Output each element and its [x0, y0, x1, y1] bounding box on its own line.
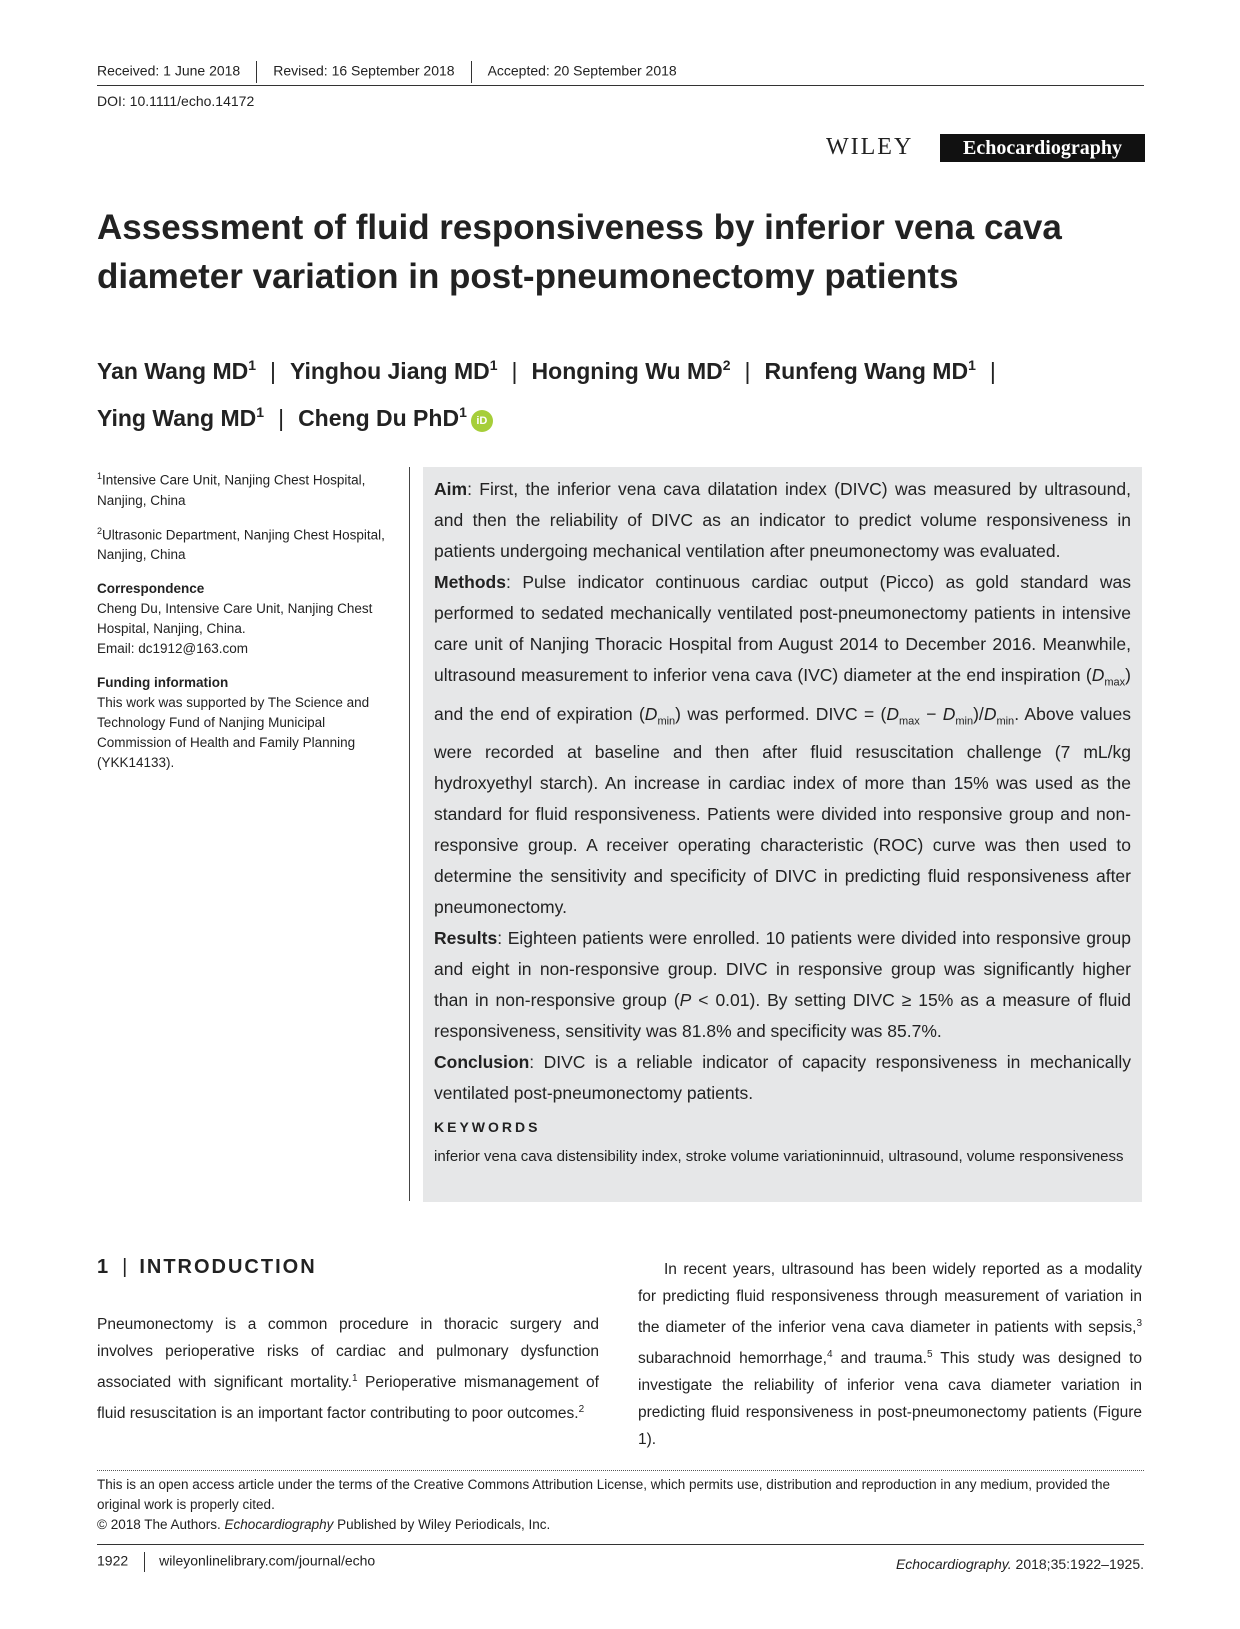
author-list: Yan Wang $MD^1$ | Yinghou Jiang $MD^1$ | Hongning Wu $MD^2$ | Runfeng Wang $MD^1$ | Ying Wang $MD^1$ | Cheng Du PhD$^1$iD — [97, 357, 996, 431]
author[interactable]: Yan Wang $MD^1$ — [97, 357, 257, 384]
header-rule — [97, 85, 1144, 86]
funding-text: This work was supported by The Science and Technology Fund of Nanjing Municipal Commission of Health and Family Planning (YKK14133). — [97, 695, 370, 770]
column-divider — [409, 467, 410, 1201]
copyright: © 2018 The Authors. Echocardiography Published by Wiley Periodicals, Inc. — [97, 1517, 551, 1532]
license-text: This is an open access article under the terms of the Creative Commons Attribution License, which permits use, distribution and reproduction in any medium, provided the original work is properly cited. — [97, 1477, 1111, 1512]
affiliation: $^2$Ultrasonic Department, Nanjing Chest Hospital, Nanjing, China — [97, 525, 385, 562]
reference-link[interactable]: 1 — [351, 1373, 358, 1384]
keywords-list: inferior vena cava distensibility index, stroke volume variationinnuid, ultrasound, volume responsiveness — [434, 1148, 1124, 1165]
section-heading: 1 | INTRODUCTION — [97, 1256, 317, 1278]
accepted-date: Accepted: 20 September 2018 — [487, 62, 677, 79]
article-title: Assessment of fluid responsiveness by inferior vena cava diameter variation in post-pneumonectomy patients — [97, 208, 1062, 296]
license-notice — [97, 1475, 1144, 1535]
funding-heading: Funding information — [97, 675, 229, 690]
divider — [471, 61, 472, 83]
abstract-results: Results: Eighteen patients were enrolled. 10 patients were divided into responsive group and eight in non-responsive group. DIVC in responsive group was significantly higher than in non-responsive group (P < 0.01). By setting DIVC ≥ 15% as a measure of fluid responsiveness, sensitivity was 81.8% and specificity was 85.7%. — [434, 928, 1131, 1041]
abstract-conclusion: Conclusion: DIVC is a reliable indicator of capacity responsiveness in mechanically ventilated post-pneumonectomy patients. — [434, 1052, 1131, 1103]
journal-url[interactable]: wileyonlinelibrary.com/journal/echo — [159, 1552, 376, 1569]
page-number: 1922 — [97, 1552, 129, 1569]
correspondence-email[interactable]: Email: dc1912@163.com — [97, 641, 249, 656]
abstract-methods: Methods: Pulse indicator continuous cardiac output (Picco) as gold standard was performed to sedated mechanically ventilated post-pneumonectomy patients in intensive care unit of Nanjing Thoracic Hospital from August 2014 to December 2016. Meanwhile, ultrasound measurement to inferior vena cava (IVC) diameter at the end inspiration $(D_{max})$ and the end of expiration $(D_{min})$ was performed. DIVC = $(D_{max} - D_{min})/D_{min}$. Above values were recorded at baseline and then after fluid resuscitation challenge (7 mL/kg hydroxyethyl starch). An increase in cardiac index of more than 15% was used as the standard for fluid responsiveness. Patients were divided into responsive group and non-responsive group. A receiver operating characteristic (ROC) curve was then used to determine the sensitivity and specificity of DIVC in predicting fluid responsiveness after pneumonectomy. — [434, 572, 1131, 917]
divider — [256, 61, 257, 83]
journal-name-badge: Echocardiography — [940, 134, 1145, 162]
affiliation: $^1$Intensive Care Unit, Nanjing Chest Hospital, Nanjing, China — [97, 471, 366, 508]
revised-date: Revised: 16 September 2018 — [273, 62, 455, 79]
footer-rule — [97, 1544, 1144, 1545]
reference-link[interactable]: 5 — [926, 1349, 933, 1361]
citation: Echocardiography. 2018;35:1922–1925. — [895, 1556, 1144, 1572]
body-column-left — [97, 1311, 599, 1427]
author[interactable]: Ying Wang $MD^1$ — [97, 404, 265, 431]
abstract — [434, 474, 1131, 1109]
footer-left — [97, 1552, 375, 1572]
abstract-aim: Aim: First, the inferior vena cava dilatation index (DIVC) was measured by ultrasound, and then the reliability of DIVC as an indicator to predict volume responsiveness in patients undergoing mechanical ventilation after pneumonectomy was evaluated. — [434, 479, 1131, 561]
received-date: Received: 1 June 2018 — [97, 62, 241, 79]
reference-link[interactable]: 3 — [1136, 1318, 1142, 1329]
doi[interactable]: DOI: 10.1111/echo.14172 — [97, 93, 255, 109]
reference-link[interactable]: 4 — [826, 1349, 833, 1361]
correspondence-address: Cheng Du, Intensive Care Unit, Nanjing Chest Hospital, Nanjing, China. — [97, 601, 373, 636]
license-divider — [97, 1470, 1144, 1471]
publisher-logo: WILEY — [826, 134, 914, 160]
correspondence-heading: Correspondence — [97, 581, 205, 596]
paragraph: Pneumonectomy is a common procedure in thoracic surgery and involves perioperative risks of cardiac and pulmonary dysfunction associated with significant mortality.$^1$ Perioperative mismanagement of fluid resuscitation is an important factor contributing to poor outcomes.$^2$ — [97, 1316, 599, 1423]
article-dates — [97, 61, 677, 83]
reference-link[interactable]: 2 — [578, 1404, 585, 1416]
article-info-sidebar — [97, 466, 397, 783]
body-column-right — [638, 1256, 1142, 1453]
keywords-heading: KEYWORDS — [434, 1119, 541, 1135]
author[interactable]: Yinghou Jiang $MD^1$ — [290, 357, 498, 384]
author[interactable]: Hongning Wu $MD^2$ — [531, 357, 731, 384]
author[interactable]: Cheng Du PhD$^1$ — [298, 404, 467, 431]
paragraph: In recent years, ultrasound has been widely reported as a modality for predicting fluid responsiveness through measurement of variation in the diameter of the inferior vena cava diameter in patients with sepsis,$^3$ subarachnoid hemorrhage,$^4$ and trauma.$^5$ This study was designed to investigate the reliability of inferior vena cava diameter variation in predicting fluid responsiveness in post-pneumonectomy patients (Figure 1). — [638, 1261, 1142, 1449]
author[interactable]: Runfeng Wang $MD^1$ — [764, 357, 976, 384]
orcid-icon[interactable]: iD — [471, 410, 493, 432]
